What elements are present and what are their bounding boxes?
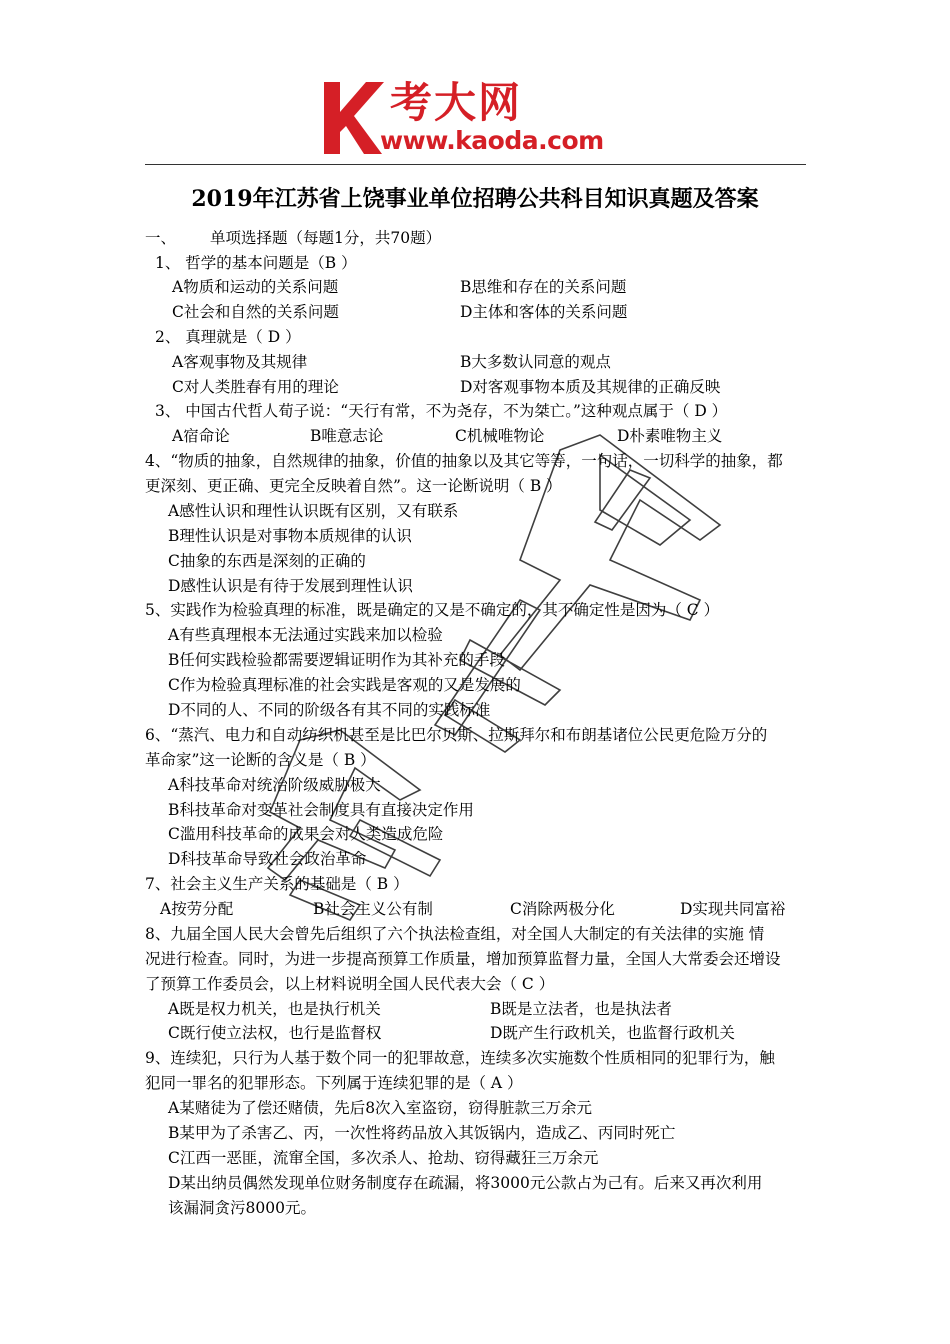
option-c: C抽象的东西是深刻的正确的 — [168, 552, 366, 570]
section-number: 一、 — [145, 229, 177, 247]
question-stem: 2、 真理就是（ D ） — [155, 328, 301, 346]
logo-k-icon — [318, 78, 388, 158]
option-a: A宿命论 — [172, 427, 230, 445]
option-b: B思维和存在的关系问题 — [460, 278, 627, 296]
question-stem: 1、 哲学的基本问题是（B ） — [155, 254, 357, 272]
option-b: B某甲为了杀害乙、丙，一次性将药品放入其饭锅内，造成乙、丙同时死亡 — [168, 1124, 676, 1142]
page-title: 2019年江苏省上饶事业单位招聘公共科目知识真题及答案 — [191, 186, 759, 212]
question-stem-continued: 更深刻、更正确、更完全反映着自然”。这一论断说明（ B ） — [145, 477, 562, 495]
question-stem-continued: 况进行检查。同时，为进一步提高预算工作质量，增加预算监督力量，全国人大常委会还增设 — [145, 950, 781, 968]
section-heading: 单项选择题（每题1分，共70题） — [210, 229, 442, 247]
option-d: D科技革命导致社会政治革命 — [168, 850, 367, 868]
option-c: C江西一恶匪，流窜全国，多次杀人、抢劫、窃得藏狂三万余元 — [168, 1149, 599, 1167]
option-c: C社会和自然的关系问题 — [172, 303, 339, 321]
option-d: D感性认识是有待于发展到理性认识 — [168, 577, 413, 595]
option-b: B理性认识是对事物本质规律的认识 — [168, 527, 412, 545]
option-d: D主体和客体的关系问题 — [460, 303, 628, 321]
option-a: A既是权力机关，也是执行机关 — [168, 1000, 381, 1018]
logo-brand-text: 考大网 — [390, 78, 523, 127]
option-d: D实现共同富裕 — [680, 900, 786, 918]
option-d: D某出纳员偶然发现单位财务制度存在疏漏，将3000元公款占为己有。后来又再次利用 — [168, 1174, 763, 1192]
option-b: B科技革命对变革社会制度具有直接决定作用 — [168, 801, 474, 819]
option-a: A某赌徒为了偿还赌债，先后8次入室盗窃，窃得脏款三万余元 — [168, 1099, 593, 1117]
option-d: D既产生行政机关，也监督行政机关 — [490, 1024, 735, 1042]
question-stem-continued: 犯同一罪名的犯罪形态。下列属于连续犯罪的是（ A ） — [145, 1074, 523, 1092]
option-a: A客观事物及其规律 — [172, 353, 308, 371]
question-stem-continued: 革命家”这一论断的含义是（ B ） — [145, 751, 376, 769]
kaoda-logo — [318, 78, 648, 158]
option-a: A按劳分配 — [160, 900, 234, 918]
question-stem: 3、 中国古代哲人荀子说：“天行有常，不为尧存，不为桀亡。”这种观点属于（ D ） — [155, 402, 728, 420]
option-b: B唯意志论 — [310, 427, 384, 445]
option-c: C既行使立法权，也行是监督权 — [168, 1024, 382, 1042]
option-d: D不同的人、不同的阶级各有其不同的实践标准 — [168, 701, 491, 719]
option-c: C作为检验真理标准的社会实践是客观的又是发展的 — [168, 676, 521, 694]
question-stem: 5、实践作为检验真理的标准，既是确定的又是不确定的，其不确定性是因为（ C ） — [145, 601, 720, 619]
header-divider — [145, 164, 806, 165]
option-b: B既是立法者，也是执法者 — [490, 1000, 672, 1018]
option-d: D朴素唯物主义 — [617, 427, 723, 445]
option-c: C消除两极分化 — [510, 900, 615, 918]
option-d: D对客观事物本质及其规律的正确反映 — [460, 378, 721, 396]
question-stem: 9、连续犯，只行为人基于数个同一的犯罪故意，连续多次实施数个性质相同的犯罪行为，触 — [145, 1049, 775, 1067]
option-c: C对人类胜春有用的理论 — [172, 378, 339, 396]
option-a: A感性认识和理性认识既有区别，又有联系 — [168, 502, 459, 520]
option-b: B社会主义公有制 — [313, 900, 433, 918]
question-stem: 7、社会主义生产关系的基础是（ B ） — [145, 875, 409, 893]
option-a: A科技革命对统治阶级威胁极大 — [168, 776, 381, 794]
option-b: B任何实践检验都需要逻辑证明作为其补充的手段 — [168, 651, 505, 669]
option-b: B大多数认同意的观点 — [460, 353, 611, 371]
question-stem: 8、九届全国人民大会曾先后组织了六个执法检查组，对全国人大制定的有关法律的实施 情 — [145, 925, 765, 943]
option-a: A有些真理根本无法通过实践来加以检验 — [168, 626, 443, 644]
question-stem-continued: 了预算工作委员会，以上材料说明全国人民代表大会（ C ） — [145, 975, 555, 993]
question-stem: 6、“蒸汽、电力和自动纺织机甚至是比巴尔贝斯、拉斯拜尔和布朗基诸位公民更危险万分的 — [145, 726, 768, 744]
question-stem: 4、“物质的抽象，自然规律的抽象，价值的抽象以及其它等等，一句话，一切科学的抽象，都 — [145, 452, 783, 470]
option-a: A物质和运动的关系问题 — [172, 278, 339, 296]
option-c: C滥用科技革命的成果会对人类造成危险 — [168, 825, 444, 843]
logo-url-text: www.kaoda.com — [380, 126, 604, 155]
option-c: C机械唯物论 — [455, 427, 545, 445]
option-d-continued: 该漏洞贪污8000元。 — [168, 1199, 316, 1217]
